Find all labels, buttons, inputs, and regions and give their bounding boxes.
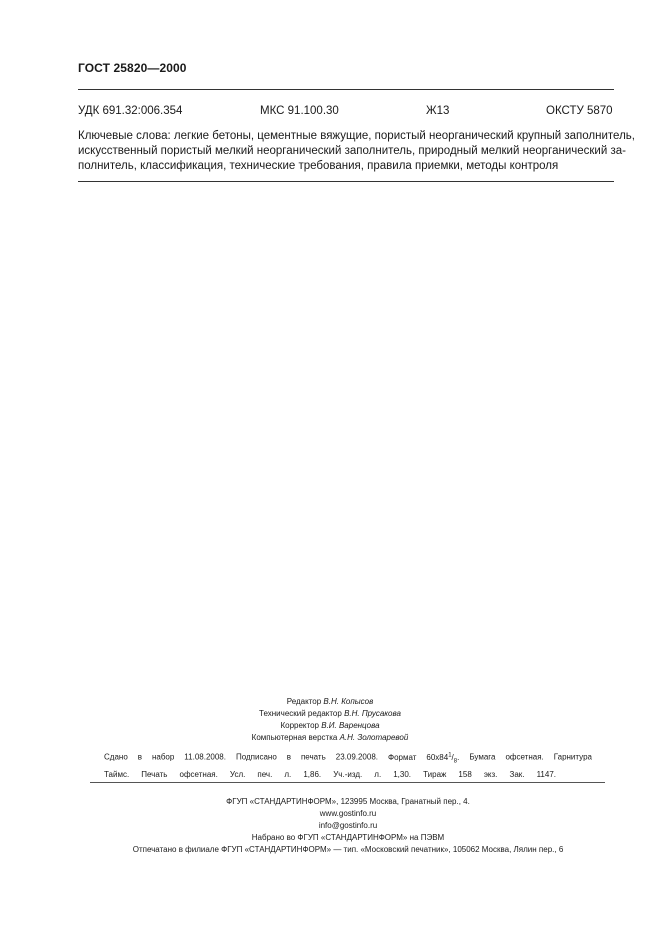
email-link[interactable]: info@gostinfo.ru <box>318 821 378 830</box>
keywords-line: полнитель, классификация, технические требования, правила приемки, методы контроля <box>78 160 559 172</box>
keywords-block <box>78 129 635 174</box>
keywords-line: искусственный пористый мелкий неорганический заполнитель, природный мелкий неорганический за- <box>78 145 626 157</box>
printed-note: Отпечатано в филиале ФГУП «СТАНДАРТИНФОРМ» — тип. «Московский печатник», 105062 Москва, Лялин пер., 6 <box>132 845 564 854</box>
publication-info <box>104 748 592 782</box>
top-divider <box>78 89 614 90</box>
publication-line-2: Таймс. Печать офсетная. Усл. печ. л. 1,86. Уч.-изд. л. 1,30. Тираж 158 экз. Зак. 1147. <box>104 770 556 780</box>
publication-divider <box>90 782 605 783</box>
corrector-credit: Корректор В.И. Варенцова <box>280 721 380 730</box>
website-link[interactable]: www.gostinfo.ru <box>319 809 377 818</box>
udk-code: УДК 691.32:006.354 <box>78 105 183 117</box>
keywords-divider <box>78 181 614 182</box>
okstu-code: ОКСТУ 5870 <box>546 105 613 117</box>
publisher-footer <box>100 796 596 856</box>
publisher-address: ФГУП «СТАНДАРТИНФОРМ», 123995 Москва, Гранатный пер., 4. <box>226 797 470 806</box>
layout-credit: Компьютерная верстка А.Н. Золотаревой <box>251 733 409 742</box>
zh-code: Ж13 <box>426 105 450 117</box>
publisher-contacts <box>100 808 596 832</box>
typeset-note: Набрано во ФГУП «СТАНДАРТИНФОРМ» на ПЭВМ <box>251 833 445 842</box>
publication-line-1: Сдано в набор 11.08.2008. Подписано в печать 23.09.2008. Формат $60х84^1/_8$. Бумага офсетная. Гарнитура <box>104 752 592 765</box>
document-title: ГОСТ 25820—2000 <box>78 61 187 75</box>
editor-credit: Редактор В.Н. Копысов <box>286 697 374 706</box>
tech-editor-credit: Технический редактор В.Н. Прусакова <box>259 709 401 718</box>
mks-code: МКС 91.100.30 <box>260 105 339 117</box>
keywords-line: Ключевые слова: легкие бетоны, цементные вяжущие, пористый неорганический крупный заполнитель, <box>78 130 635 142</box>
credits-block <box>200 696 460 744</box>
